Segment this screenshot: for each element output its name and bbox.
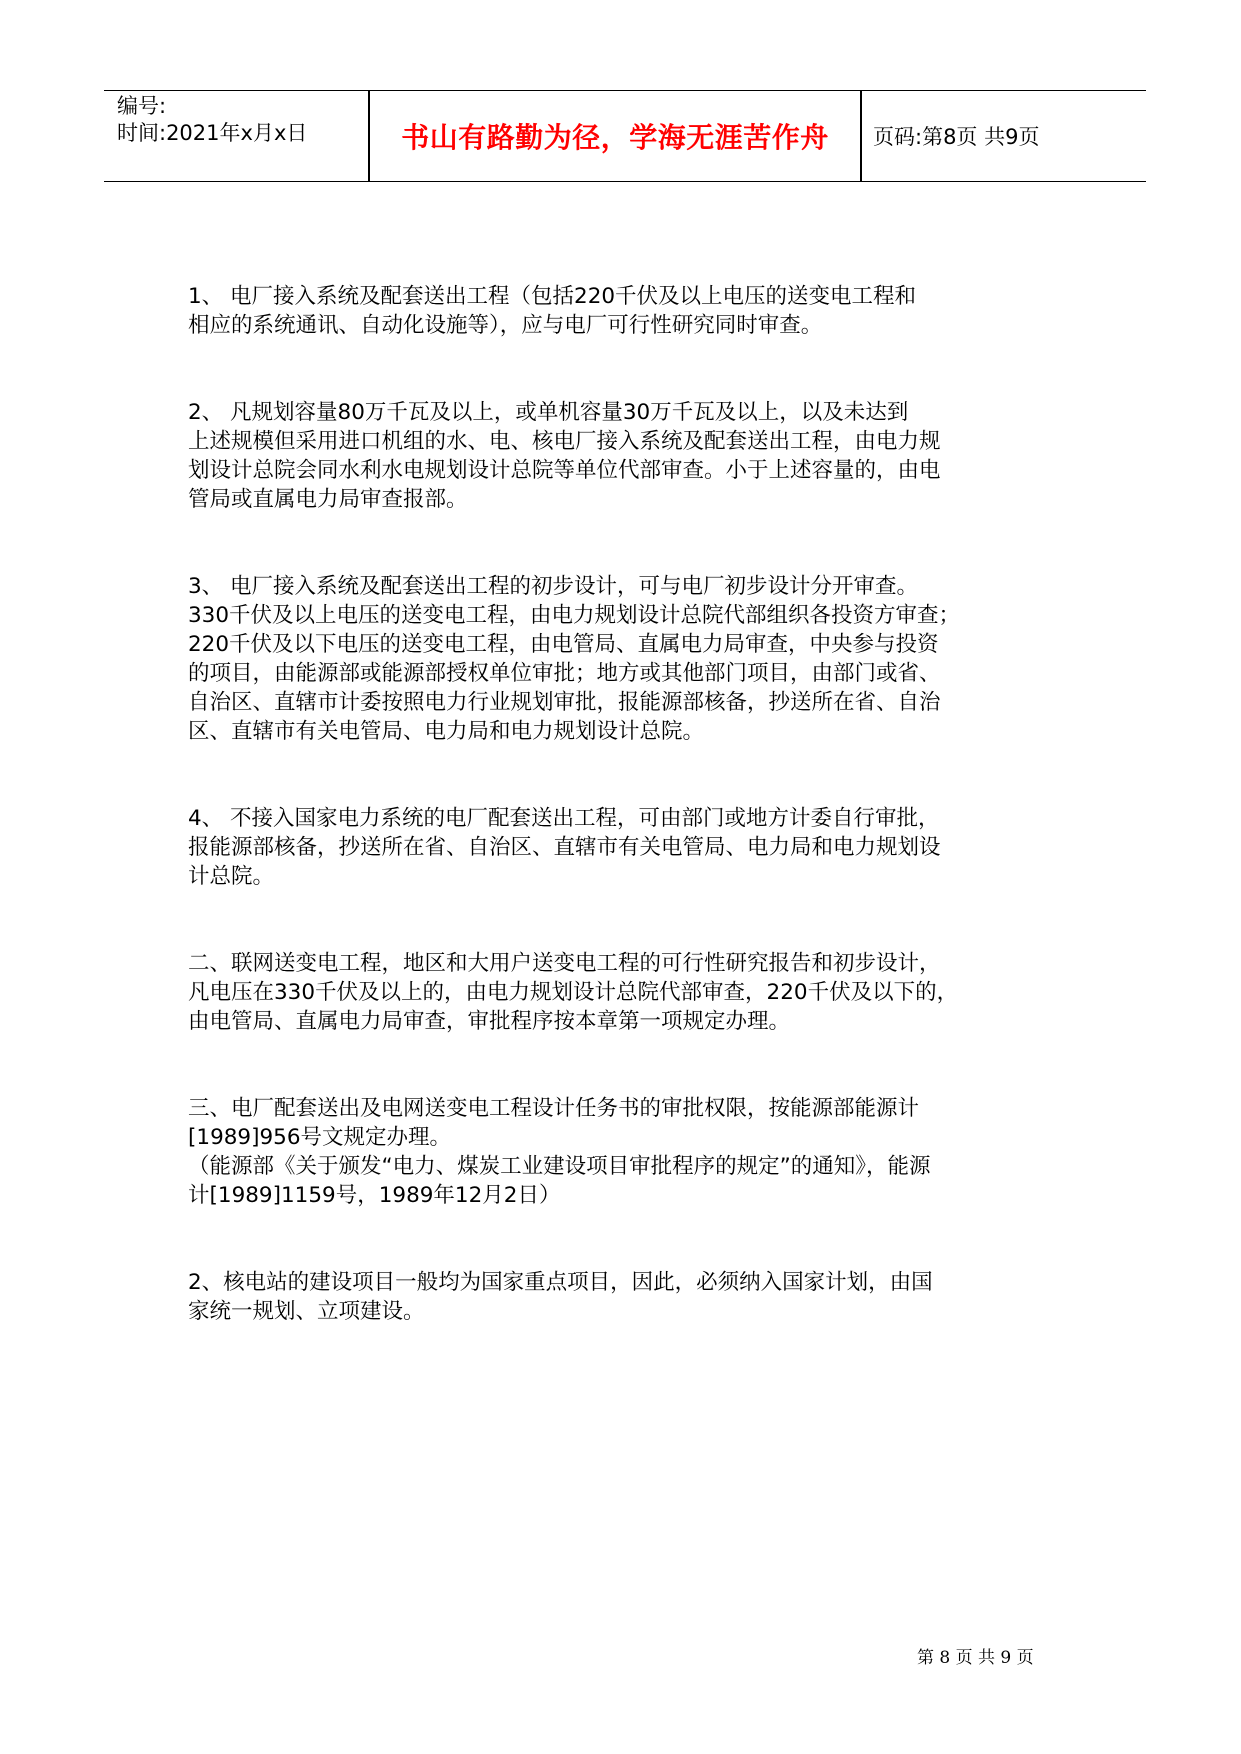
text-line: 的项目，由能源部或能源部授权单位审批；地方或其他部门项目，由部门或省、 bbox=[188, 661, 941, 686]
header-page-number: 页码:第8页 共9页 bbox=[873, 125, 1040, 149]
text-line: 管局或直属电力局审查报部。 bbox=[188, 487, 468, 512]
text-line: 报能源部核备，抄送所在省、自治区、直辖市有关电管局、电力局和电力规划设 bbox=[188, 835, 941, 860]
text-line: 由电管局、直属电力局审查，审批程序按本章第一项规定办理。 bbox=[188, 1009, 791, 1034]
text-line: 凡电压在330千伏及以上的，由电力规划设计总院代部审查，220千伏及以下的， bbox=[188, 980, 959, 1005]
paragraph bbox=[188, 949, 1068, 1036]
text-line: 区、直辖市有关电管局、电力局和电力规划设计总院。 bbox=[188, 719, 705, 744]
paragraph bbox=[188, 804, 1068, 891]
header-motto: 书山有路勤为径，学海无涯苦作舟 bbox=[401, 121, 829, 154]
text-line: 3、 电厂接入系统及配套送出工程的初步设计，可与电厂初步设计分开审查。 bbox=[188, 574, 919, 599]
text-line: 划设计总院会同水利水电规划设计总院等单位代部审查。小于上述容量的，由电 bbox=[188, 458, 941, 483]
document-body bbox=[188, 282, 1068, 1326]
text-line: 2、 凡规划容量80万千瓦及以上，或单机容量30万千瓦及以上，以及未达到 bbox=[188, 400, 909, 425]
paragraph bbox=[188, 282, 1068, 340]
header-meta bbox=[117, 91, 367, 181]
text-line: 330千伏及以上电压的送变电工程，由电力规划设计总院代部组织各投资方审查； bbox=[188, 603, 961, 628]
text-line: 220千伏及以下电压的送变电工程，由电管局、直属电力局审查，中央参与投资 bbox=[188, 632, 939, 657]
text-line: 4、 不接入国家电力系统的电厂配套送出工程，可由部门或地方计委自行审批， bbox=[188, 806, 940, 831]
text-line: 上述规模但采用进口机组的水、电、核电厂接入系统及配套送出工程，由电力规 bbox=[188, 429, 941, 454]
text-line: 三、电厂配套送出及电网送变电工程设计任务书的审批权限，按能源部能源计 bbox=[188, 1096, 920, 1121]
page-footer: 第 8 页 共 9 页 bbox=[917, 1648, 1034, 1668]
paragraph bbox=[188, 572, 1068, 746]
paragraph bbox=[188, 1094, 1068, 1210]
time-label: 时间:2021年x月x日 bbox=[117, 121, 308, 145]
text-line: （能源部《关于颁发“电力、煤炭工业建设项目审批程序的规定”的通知》，能源 bbox=[188, 1154, 931, 1179]
text-line: 计总院。 bbox=[188, 864, 275, 889]
text-line: [1989]956号文规定办理。 bbox=[188, 1125, 452, 1150]
text-line: 1、 电厂接入系统及配套送出工程（包括220千伏及以上电压的送变电工程和 bbox=[188, 284, 917, 309]
text-line: 二、联网送变电工程，地区和大用户送变电工程的可行性研究报告和初步设计， bbox=[188, 951, 941, 976]
text-line: 相应的系统通讯、自动化设施等），应与电厂可行性研究同时审查。 bbox=[188, 313, 823, 338]
number-label: 编号: bbox=[117, 94, 167, 118]
paragraph bbox=[188, 398, 1068, 514]
paragraph bbox=[188, 1268, 1068, 1326]
header-divider bbox=[860, 91, 862, 181]
text-line: 自治区、直辖市计委按照电力行业规划审批，报能源部核备，抄送所在省、自治 bbox=[188, 690, 941, 715]
text-line: 计[1989]1159号，1989年12月2日） bbox=[188, 1183, 561, 1208]
page-header bbox=[104, 90, 1146, 182]
text-line: 家统一规划、立项建设。 bbox=[188, 1299, 425, 1324]
text-line: 2、核电站的建设项目一般均为国家重点项目，因此，必须纳入国家计划，由国 bbox=[188, 1270, 933, 1295]
